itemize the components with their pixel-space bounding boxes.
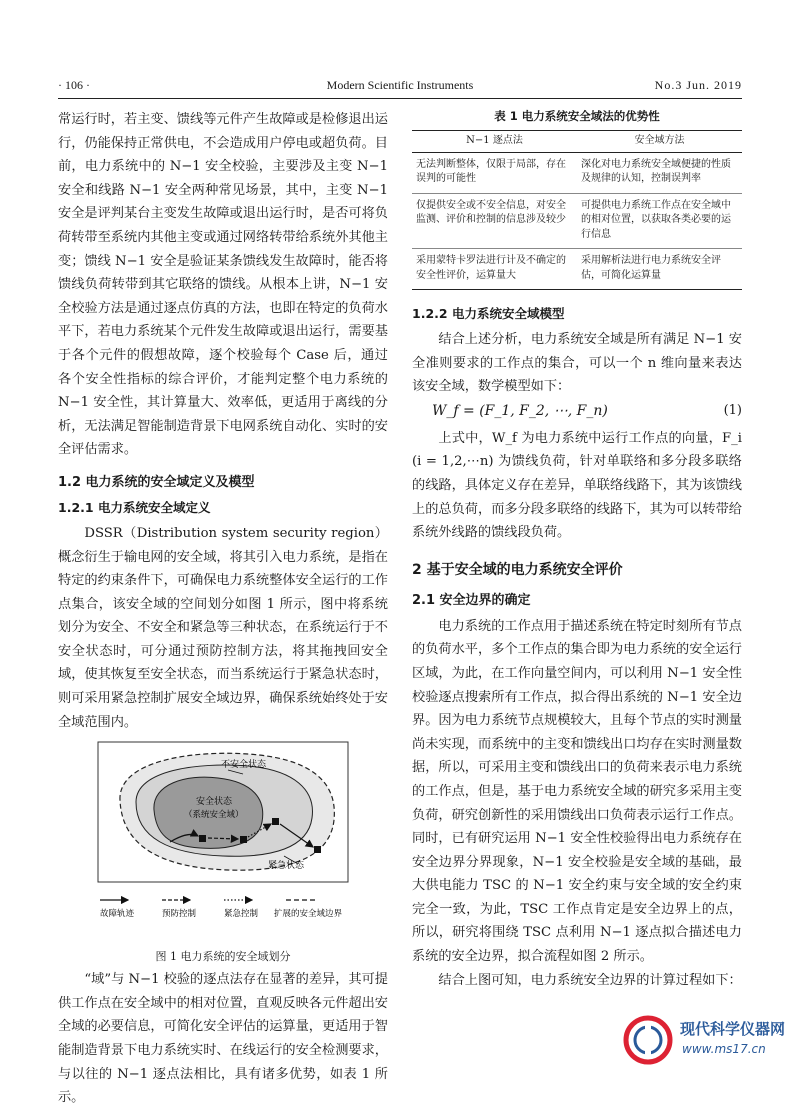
paragraph: 电力系统的工作点用于描述系统在特定时刻所有节点的负荷水平，多个工作点的集合即为电力系统的安全运行区域，为此，在工作向量空间内，可以利用 N−1 安全性校验逐点搜索所有工作点，拟合得出系统的 N−1 安全边界。因为电力系统节点规模较大，且每个节点的实时测量尚未实现，而系统中的主变和馈线出口均存在实时测量数据，所以，可采用主变和馈线出口的负荷来表示电力系统的工作点，但是，基于电力系统安全域的研究多采用主变负荷，研究创新性的采用馈线出口负荷表示运行工作点。同时，已有研究运用 N−1 安全性校验得出电力系统存在安全边界分界现象，N−1 安全校验是安全域的基础，最大供电能力 TSC 的 N−1 安全约束与安全域的安全约束完全一致，为此，TSC 工作点肯定是安全边界上的点，所以，研究将围绕 TSC 点利用 N−1 逐点拟合描述电力系统的安全边界，拟合流程如图 2 所示。 [412, 618, 742, 965]
operating-point [314, 846, 321, 853]
operating-point [240, 836, 247, 843]
table-cell: 深化对电力系统安全域便捷的性质及规律的认知，控制误判率 [577, 152, 742, 193]
security-region-diagram [58, 740, 388, 940]
legend-preventive-label: 预防控制 [162, 909, 197, 920]
subsection-heading: 1.2.2 电力系统安全域模型 [412, 306, 565, 321]
unsafe-label: 不安全状态 [221, 760, 267, 771]
table-1 [412, 130, 742, 290]
table-cell: 无法判断整体，仅限于局部，存在误判的可能性 [412, 152, 577, 193]
table-row [412, 193, 742, 249]
page-number: · 106 · [58, 78, 90, 92]
page-header [58, 78, 742, 96]
equation-1 [412, 401, 742, 427]
paragraph: DSSR（Distribution system security region）概念衍生于输电网的安全域，将其引入电力系统，是指在特定的约束条件下，可确保电力系统整体安全运行的工作点集合，该安全域的空间划分如图 1 所示，图中将系统划分为安全、不安全和紧急等三种状态，在系统运行于不安全状态时，可分通过预防控制方法，将其拖拽回安全域，使其恢复至安全状态，而当系统运行于紧急状态时，则可采用紧急控制扩展安全域边界，确保系统始终处于安全域范围内。 [58, 525, 388, 730]
paragraph: 结合上图可知，电力系统安全边界的计算过程如下： [438, 972, 742, 988]
right-column [412, 108, 742, 992]
figure-caption: 图 1 电力系统的安全域划分 [155, 950, 291, 964]
subsection-heading: 1.2.1 电力系统安全域定义 [58, 499, 211, 515]
paragraph: 上式中，W_f 为电力系统中运行工作点的向量，F_i (i = 1,2,⋯n) 为馈线负荷，针对单联络和多分段多联络的线路，具体定义存在差异，单联络线路下，其为该馈线上的总负荷，而多分段多联络的线路下，其为可以转带给系统外线路的馈线段负荷。 [412, 430, 742, 541]
table-row [412, 152, 742, 193]
table-header: N−1 逐点法 [412, 131, 577, 153]
paragraph: “域”与 N−1 校验的逐点法存在显著的差异，其可提供工作点在安全域中的相对位置，直观反映各元件超出安全域的必要信息，可简化安全评估的运算量，更适用于智能制造背景下电力系统实时、在线运行的安全检测要求，与以往的 N−1 逐点法相比，具有诸多优势，如表 1 所示。 [58, 972, 388, 1106]
operating-point [199, 835, 206, 842]
left-column [58, 108, 388, 1110]
equation-body: W_f = (F_1, F_2, ⋯, F_n) [432, 402, 608, 419]
table-cell: 采用解析法进行电力系统安全评估，可简化运算量 [577, 249, 742, 290]
subsection-heading: 2.1 安全边界的确定 [412, 592, 531, 608]
table-cell: 采用蒙特卡罗法进行计及不确定的安全性评价，运算量大 [412, 249, 577, 290]
paragraph: 结合上述分析，电力系统安全域是所有满足 N−1 安全准则要求的工作点的集合，可以一个 n 维向量来表达该安全域，数学模型如下： [412, 332, 742, 395]
header-rule [58, 98, 742, 99]
watermark-url: www.ms17.cn [682, 1042, 766, 1056]
watermark-logo-icon [620, 1012, 676, 1068]
section-heading: 2 基于安全域的电力系统安全评价 [412, 561, 623, 578]
journal-name: Modern Scientific Instruments [326, 78, 474, 92]
legend-emergency-label: 紧急控制 [224, 909, 259, 920]
figure-1 [58, 740, 388, 964]
equation-number: (1) [723, 402, 742, 418]
table-header: 安全域方法 [577, 131, 742, 153]
paragraph: 常运行时，若主变、馈线等元件产生故障或是检修退出运行，仍能保持正常供电，不会造成用户停电或超负荷。目前，电力系统中的 N−1 安全校验，主要涉及主变 N−1 安全和线路 N−1 安全两种常见场景，其中，主变 N−1 安全是评判某台主变发生故障或退出运行时，是否可将负荷转带至系统内其他主变或通过网络转带给系统外其他主变；馈线 N−1 安全是验证某条馈线发生故障时，能否将馈线负荷转带到其它联络的馈线。从根本上讲，N−1 安全校验方法是通过逐点仿真的方法，也即在特定的负荷水平下，若电力系统某个元件发生故障或退出运行，需要基于各个元件的假想故障，逐个校验每个 Case 后，通过各个安全性指标的综合评价，才能判定整个电力系统的 N−1 安全性，其计算量大、效率低，更适用于离线的分析，无法满足智能制造背景下电网系统自动化、实时的安全评估需求。 [58, 112, 388, 458]
watermark [618, 1010, 788, 1070]
operating-point [272, 818, 279, 825]
table-row [412, 249, 742, 290]
legend-fault-label: 故障轨迹 [100, 909, 135, 920]
section-heading: 1.2 电力系统的安全域定义及模型 [58, 474, 255, 490]
issue-info: No.3 Jun. 2019 [654, 78, 742, 92]
watermark-title: 现代科学仪器网 [680, 1020, 786, 1038]
table-cell: 仅提供安全或不安全信息，对安全监测、评价和控制的信息涉及较少 [412, 193, 577, 249]
legend-boundary-label: 扩展的安全域边界 [274, 909, 343, 920]
table-caption: 表 1 电力系统安全域法的优势性 [494, 109, 660, 123]
emergency-label: 紧急状态 [268, 861, 305, 872]
table-cell: 可提供电力系统工作点在安全域中的相对位置，以获取各类必要的运行信息 [577, 193, 742, 249]
safe-sublabel: （系统安全域） [184, 810, 244, 821]
safe-label: 安全状态 [196, 797, 233, 808]
